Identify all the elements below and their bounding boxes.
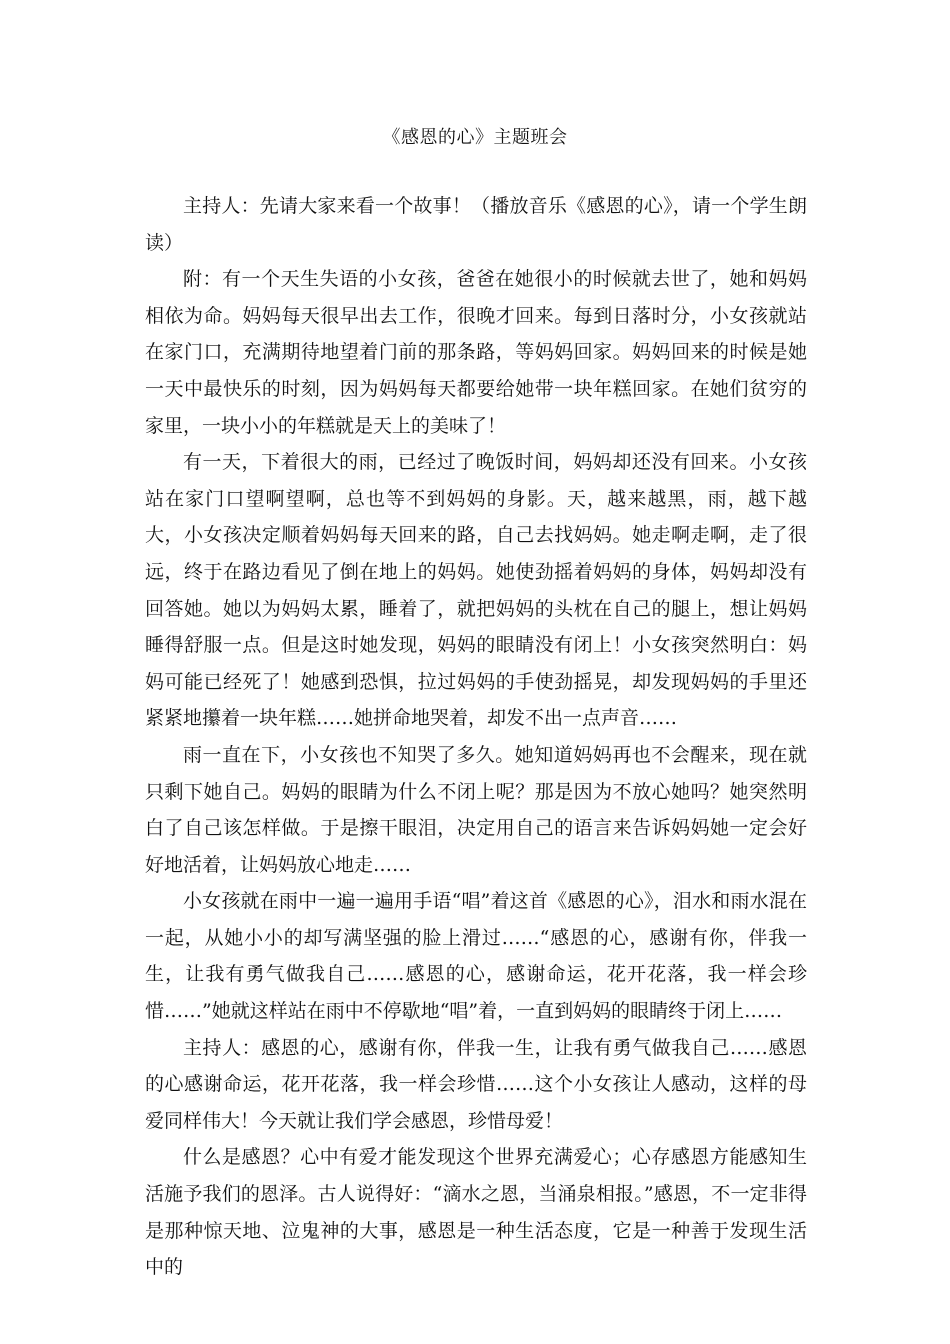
paragraph-what-is-gratitude: 什么是感恩？心中有爱才能发现这个世界充满爱心；心存感恩方能感知生活施予我们的恩泽。古人说得好：“滴水之恩，当涌泉相报。”感恩，不一定非得是那种惊天地、泣鬼神的大事，感恩是一种生活态度，它是一种善于发现生活中的 xyxy=(145,1146,807,1279)
paragraph-host-reflection: 主持人：感恩的心，感谢有你，伴我一生，让我有勇气做我自己……感恩的心感谢命运，花开花落，我一样会珍惜……这个小女孩让人感动，这样的母爱同样伟大！今天就让我们学会感恩，珍惜母爱！ xyxy=(145,1036,807,1132)
document-title: 《感恩的心》主题班会 xyxy=(382,127,568,148)
paragraph-story-opening: 附：有一个天生失语的小女孩，爸爸在她很小的时候就去世了，她和妈妈相依为命。妈妈每天很早出去工作，很晚才回来。每到日落时分，小女孩就站在家门口，充满期待地望着门前的那条路，等妈妈回家。妈妈回来的时候是她一天中最快乐的时刻，因为妈妈每天都要给她带一块年糕回家。在她们贫穷的家里，一块小小的年糕就是天上的美味了！ xyxy=(145,268,807,437)
paragraph-host-intro: 主持人：先请大家来看一个故事！（播放音乐《感恩的心》，请一个学生朗读） xyxy=(145,195,807,254)
paragraph-rain-continues: 雨一直在下，小女孩也不知哭了多久。她知道妈妈再也不会醒来，现在就只剩下她自己。妈妈的眼睛为什么不闭上呢？那是因为不放心她吗？她突然明白了自己该怎样做。于是擦干眼泪，决定用自己的语言来告诉妈妈她一定会好好地活着，让妈妈放心地走…… xyxy=(145,743,807,876)
document-body xyxy=(145,188,807,1286)
paragraph-sign-language-song: 小女孩就在雨中一遍一遍用手语“唱”着这首《感恩的心》，泪水和雨水混在一起，从她小小的却写满坚强的脸上滑过……“感恩的心，感谢有你，伴我一生，让我有勇气做我自己……感恩的心，感谢命运，花开花落，我一样会珍惜……”她就这样站在雨中不停歇地“唱”着，一直到妈妈的眼睛终于闭上…… xyxy=(145,890,807,1023)
paragraph-rainy-day: 有一天，下着很大的雨，已经过了晚饭时间，妈妈却还没有回来。小女孩站在家门口望啊望啊，总也等不到妈妈的身影。天，越来越黑，雨，越下越大，小女孩决定顺着妈妈每天回来的路，自己去找妈妈。她走啊走啊，走了很远，终于在路边看见了倒在地上的妈妈。她使劲摇着妈妈的身体，妈妈却没有回答她。她以为妈妈太累，睡着了，就把妈妈的头枕在自己的腿上，想让妈妈睡得舒服一点。但是这时她发现，妈妈的眼睛没有闭上！小女孩突然明白：妈妈可能已经死了！她感到恐惧，拉过妈妈的手使劲摇晃，却发现妈妈的手里还紧紧地攥着一块年糕……她拼命地哭着，却发不出一点声音…… xyxy=(145,451,807,730)
